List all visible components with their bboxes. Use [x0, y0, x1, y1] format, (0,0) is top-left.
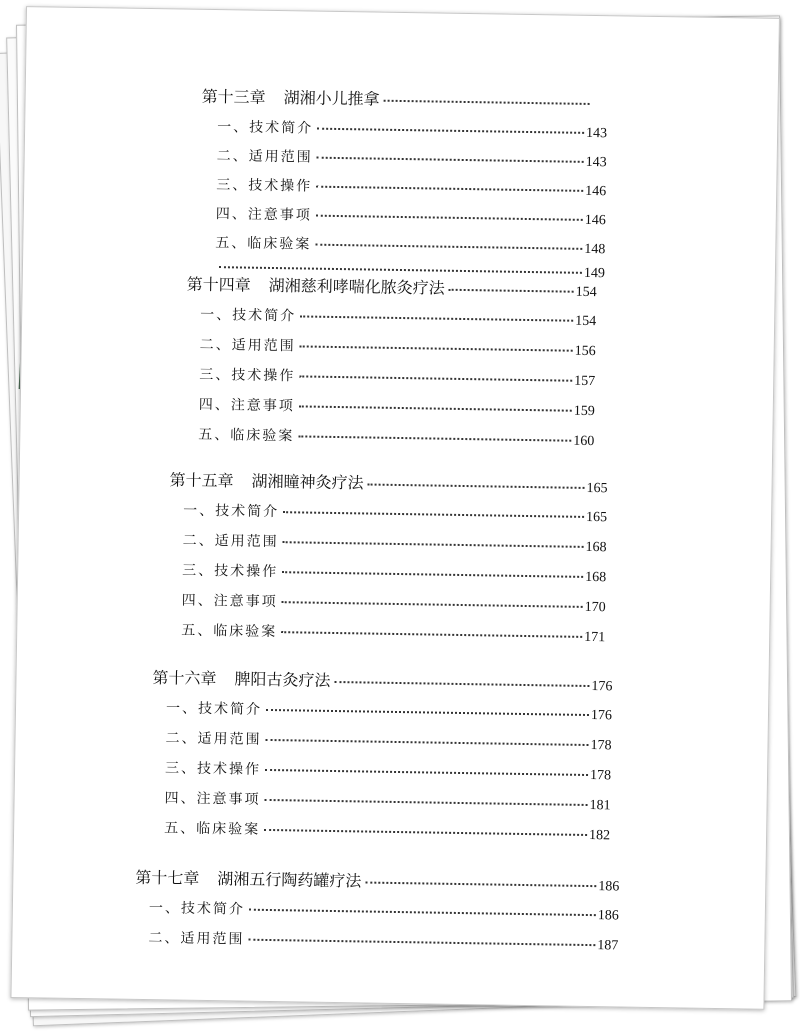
toc-entry [215, 232, 605, 258]
entry-label: 四、注意事项 [164, 790, 261, 808]
chapter-title: 脾阳古灸疗法 [234, 669, 331, 690]
leader-dots [265, 769, 588, 776]
leader-dots [334, 681, 589, 687]
chapter-page: 154 [575, 284, 597, 301]
chapter-page: 165 [586, 480, 608, 497]
entry-page: 143 [585, 154, 607, 171]
entry-page: 148 [584, 241, 606, 258]
chapter-heading [135, 865, 619, 896]
toc-entry [148, 927, 618, 954]
entry-label: 三、技术操作 [164, 760, 262, 778]
leader-dots [317, 157, 584, 163]
chapter-number: 第十五章 [169, 470, 234, 491]
leader-dots [282, 601, 583, 608]
chapter-number: 第十四章 [186, 274, 251, 295]
entry-label: 一、技术简介 [148, 900, 246, 918]
entry-page: 178 [590, 738, 612, 754]
entry-label: 一、技术简介 [165, 700, 263, 718]
leader-dots [298, 435, 571, 441]
chapter-title: 湖湘瞳神灸疗法 [251, 471, 364, 493]
entry-page: 146 [585, 183, 607, 200]
table-of-contents [11, 7, 778, 1009]
toc-entry [165, 757, 611, 784]
entry-page: 182 [588, 828, 611, 844]
entry-page: 186 [597, 908, 619, 924]
leader-dots [368, 484, 585, 489]
toc-entry [216, 203, 606, 229]
entry-label: 五、临床验案 [181, 622, 278, 641]
leader-dots [266, 709, 589, 716]
toc-page [10, 6, 779, 1010]
leader-dots [283, 541, 584, 548]
chapter-heading [201, 84, 591, 113]
entry-label: 三、技术操作 [182, 562, 279, 581]
leader-dots [283, 511, 584, 518]
chapter-title: 湖湘慈利哮喘化脓灸疗法 [268, 275, 445, 298]
toc-entry [199, 394, 595, 420]
toc-entry [217, 116, 607, 142]
toc-entry [166, 697, 612, 724]
toc-entry [181, 620, 605, 647]
chapter-title: 湖湘小儿推拿 [283, 88, 380, 109]
toc-entry [164, 787, 610, 814]
chapter-number: 第十三章 [201, 86, 266, 107]
chapter-number: 第十六章 [152, 668, 217, 689]
toc-entry [200, 334, 596, 360]
entry-page: 165 [585, 509, 608, 526]
leader-dots [266, 739, 589, 746]
entry-label: 四、注意事项 [215, 206, 312, 224]
leader-dots [249, 909, 596, 916]
entry-label: 三、技术操作 [199, 366, 296, 385]
toc-entry [182, 560, 606, 587]
leader-dots [315, 244, 582, 250]
leader-dots [264, 829, 587, 836]
entry-label: 五、临床验案 [164, 820, 261, 838]
entry-label: 二、适用范围 [148, 930, 245, 948]
toc-entry [164, 817, 610, 844]
toc-entry [183, 500, 607, 527]
leader-dots [265, 799, 588, 806]
entry-page: 181 [589, 798, 611, 814]
chapter-page: 186 [598, 879, 620, 895]
chapter-number: 第十七章 [135, 867, 200, 888]
toc-entry [183, 530, 607, 557]
leader-dots [300, 345, 573, 351]
leader-dots [300, 315, 573, 321]
entry-page: 187 [597, 938, 619, 954]
chapter-heading [169, 467, 607, 497]
entry-label: 一、技术简介 [200, 306, 297, 325]
leader-dots [299, 375, 572, 381]
leader-dots [384, 100, 590, 105]
leader-dots [365, 882, 596, 888]
toc-entry [198, 424, 594, 450]
leader-dots [281, 631, 582, 638]
toc-entry [216, 174, 606, 200]
entry-label: 二、适用范围 [216, 148, 313, 166]
toc-entry [217, 145, 607, 171]
entry-page: 149 [583, 265, 606, 282]
entry-page: 159 [573, 403, 595, 420]
leader-dots [316, 186, 583, 192]
entry-label: 五、临床验案 [215, 235, 312, 253]
entry-page: 156 [574, 343, 596, 360]
entry-page: 168 [585, 539, 607, 556]
entry-label: 二、适用范围 [182, 532, 279, 551]
entry-label: 五、临床验案 [198, 426, 295, 445]
entry-label: 一、技术简介 [217, 119, 314, 137]
chapter-heading [152, 665, 612, 695]
entry-label: 二、适用范围 [199, 336, 296, 355]
toc-entry [149, 897, 619, 924]
entry-page: 157 [574, 373, 596, 390]
toc-entry [165, 727, 611, 754]
entry-label: 三、技术操作 [216, 177, 313, 195]
chapter-title: 湖湘五行陶药罐疗法 [217, 869, 362, 891]
toc-entry [199, 364, 595, 390]
entry-page: 176 [590, 708, 613, 724]
leader-dots [299, 405, 572, 411]
entry-page: 154 [575, 313, 597, 330]
entry-page: 143 [585, 125, 608, 142]
entry-label: 四、注意事项 [198, 396, 295, 415]
entry-page: 160 [573, 433, 595, 450]
entry-page: 170 [584, 599, 606, 616]
leader-dots [248, 939, 595, 946]
entry-page: 168 [585, 569, 607, 586]
entry-page: 146 [584, 212, 606, 229]
entry-label: 四、注意事项 [181, 592, 278, 611]
entry-label: 二、适用范围 [165, 730, 262, 748]
leader-dots [282, 571, 583, 578]
leader-dots [316, 215, 583, 221]
entry-page: 171 [584, 629, 606, 646]
entry-page: 178 [589, 768, 612, 784]
leader-dots [317, 128, 584, 134]
toc-entry [182, 590, 606, 617]
leader-dots [449, 289, 574, 293]
toc-entry [200, 304, 596, 330]
entry-label: 一、技术简介 [183, 502, 280, 521]
chapter-page: 176 [591, 679, 613, 695]
